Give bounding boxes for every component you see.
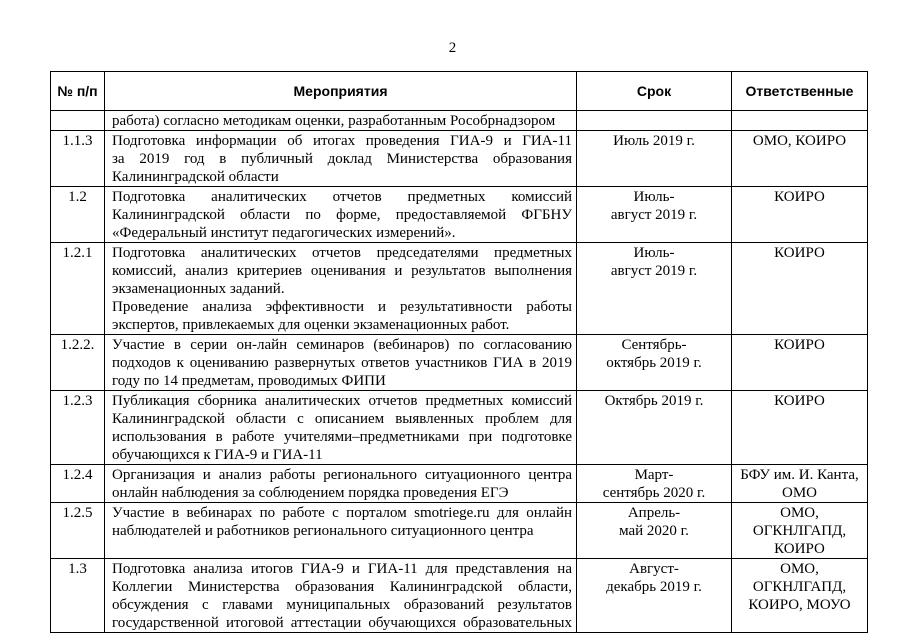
term-cell-line: Август- [629, 561, 679, 577]
table-row [51, 131, 868, 187]
responsible-cell [732, 391, 868, 465]
row-number-cell: 1.2 [51, 187, 105, 243]
activity-cell-line: экзаменационных заданий. [112, 281, 285, 297]
term-cell [577, 131, 732, 187]
responsible-cell [732, 243, 868, 335]
table-row [51, 559, 868, 633]
activity-cell-line: Подготовка информации об итогах проведения ГИА-9 и ГИА-11 [112, 133, 572, 149]
activity-cell [105, 465, 577, 503]
row-number-cell: 1.2.4 [51, 465, 105, 503]
activity-cell-line: «Федеральный институт педагогических измерений». [112, 225, 456, 241]
term-cell [577, 465, 732, 503]
activity-cell-line: Проведение анализа эффективности и результативности работы [112, 299, 572, 315]
term-cell-line: Июль 2019 г. [613, 133, 695, 149]
activity-cell-line: экспертов, привлекаемых для оценки экзаменационных работ. [112, 317, 510, 333]
row-number-cell: 1.1.3 [51, 131, 105, 187]
activity-cell-line: работа) согласно методикам оценки, разработанным Рособрнадзором [112, 113, 556, 129]
responsible-cell [732, 335, 868, 391]
activity-cell [105, 187, 577, 243]
activity-cell-line: онлайн наблюдения за соблюдением порядка проведения ЕГЭ [112, 485, 509, 501]
column-header-activities: Мероприятия [105, 72, 577, 111]
responsible-cell-line: КОИРО [774, 337, 825, 353]
term-cell-line: Сентябрь- [621, 337, 687, 353]
responsible-cell [732, 187, 868, 243]
responsible-cell-line: ОГКНЛГАПД, [752, 579, 847, 595]
activity-cell-line: Калининградской области [112, 169, 279, 185]
term-cell-line: октябрь 2019 г. [606, 355, 702, 371]
activity-cell [105, 111, 577, 131]
activity-cell-line: Публикация сборника аналитических отчетов предметных комиссий [112, 393, 572, 409]
activity-cell-line: подходов к оцениванию развернутых ответов участников ГИА в 2019 [112, 355, 572, 371]
table-row [51, 391, 868, 465]
term-cell-line: Октябрь 2019 г. [604, 393, 704, 409]
responsible-cell-line: КОИРО [774, 393, 825, 409]
table-body [51, 111, 868, 633]
activity-cell-line: Подготовка анализа итогов ГИА-9 и ГИА-11 для представления на [112, 561, 572, 577]
responsible-cell-line: ОГКНЛГАПД, [752, 523, 847, 539]
responsible-cell [732, 465, 868, 503]
responsible-cell-line: КОИРО [774, 189, 825, 205]
term-cell-line: сентябрь 2020 г. [602, 485, 706, 501]
table-row [51, 335, 868, 391]
activity-cell-line: Подготовка аналитических отчетов председателями предметных [112, 245, 572, 261]
row-number-cell: 1.3 [51, 559, 105, 633]
responsible-cell [732, 131, 868, 187]
responsible-cell [732, 111, 868, 131]
activity-cell-line: Калининградской области по форме, предоставляемой ФГБНУ [112, 207, 572, 223]
responsible-cell-line: КОИРО [774, 245, 825, 261]
activity-cell-line: году по 14 предметам, проводимых ФИПИ [112, 373, 386, 389]
activity-cell-line: Коллегии Министерства образования Калининградской области, [112, 579, 572, 595]
term-cell-line: август 2019 г. [610, 263, 698, 279]
term-cell [577, 503, 732, 559]
activity-cell-line: Подготовка аналитических отчетов предметных комиссий [112, 189, 572, 205]
activity-cell [105, 503, 577, 559]
term-cell-line: Март- [634, 467, 674, 483]
activity-cell-line: Участие в серии он-лайн семинаров (вебинаров) по согласованию [112, 337, 572, 353]
term-cell [577, 243, 732, 335]
activity-cell [105, 559, 577, 633]
activity-cell-line: наблюдателей и работников регионального ситуационного центра [112, 523, 534, 539]
responsible-cell-line: ОМО [781, 485, 817, 501]
table-row [51, 187, 868, 243]
term-cell [577, 187, 732, 243]
column-header-term: Срок [577, 72, 732, 111]
activity-cell [105, 131, 577, 187]
activity-cell-line: за 2019 год в публичный доклад Министерства образования [112, 151, 572, 167]
table-row [51, 111, 868, 131]
activity-cell [105, 243, 577, 335]
responsible-cell-line: ОМО, [780, 561, 819, 577]
activities-table [50, 71, 868, 633]
activity-cell-line: Калининградской области с описанием выявленных проблем для [112, 411, 572, 427]
responsible-cell-line: БФУ им. И. Канта, [740, 467, 859, 483]
activity-cell-line: обсуждения с главами муниципальных образований результатов [112, 597, 572, 613]
activity-cell-line: Участие в вебинарах по работе с порталом smotriege.ru для онлайн [112, 505, 572, 521]
responsible-cell [732, 559, 868, 633]
activity-cell-line: комиссий, анализ критериев оценивания и результатов выполнения [112, 263, 572, 279]
row-number-cell: 1.2.2. [51, 335, 105, 391]
activity-cell-line: обучающихся к ГИА-9 и ГИА-11 [112, 447, 323, 463]
table-row [51, 503, 868, 559]
term-cell [577, 391, 732, 465]
row-number-cell: 1.2.1 [51, 243, 105, 335]
term-cell-line: Апрель- [627, 505, 681, 521]
column-header-number: № п/п [51, 72, 105, 111]
row-number-cell: 1.2.5 [51, 503, 105, 559]
row-number-cell [51, 111, 105, 131]
row-number-cell: 1.2.3 [51, 391, 105, 465]
table-row [51, 465, 868, 503]
term-cell-line: декабрь 2019 г. [606, 579, 702, 595]
responsible-cell-line: ОМО, КОИРО [752, 133, 847, 149]
activity-cell-line: Организация и анализ работы регионального ситуационного центра [112, 467, 572, 483]
term-cell-line: Июль- [633, 189, 675, 205]
activity-cell-line: использования в работе учителями–предметниками при подготовке [112, 429, 572, 445]
table-header-row [51, 72, 868, 111]
term-cell [577, 111, 732, 131]
term-cell-line: Июль- [633, 245, 675, 261]
responsible-cell [732, 503, 868, 559]
column-header-responsible: Ответственные [732, 72, 868, 111]
activity-cell [105, 335, 577, 391]
activity-cell [105, 391, 577, 465]
responsible-cell-line: КОИРО, МОУО [748, 597, 851, 613]
term-cell [577, 559, 732, 633]
responsible-cell-line: ОМО, [780, 505, 819, 521]
responsible-cell-line: КОИРО [774, 541, 825, 557]
term-cell-line: май 2020 г. [619, 523, 689, 539]
activity-cell-line: государственной итоговой аттестации обучающихся образовательных [112, 615, 572, 631]
term-cell [577, 335, 732, 391]
term-cell-line: август 2019 г. [610, 207, 698, 223]
table-row [51, 243, 868, 335]
page-number: 2 [448, 40, 457, 56]
